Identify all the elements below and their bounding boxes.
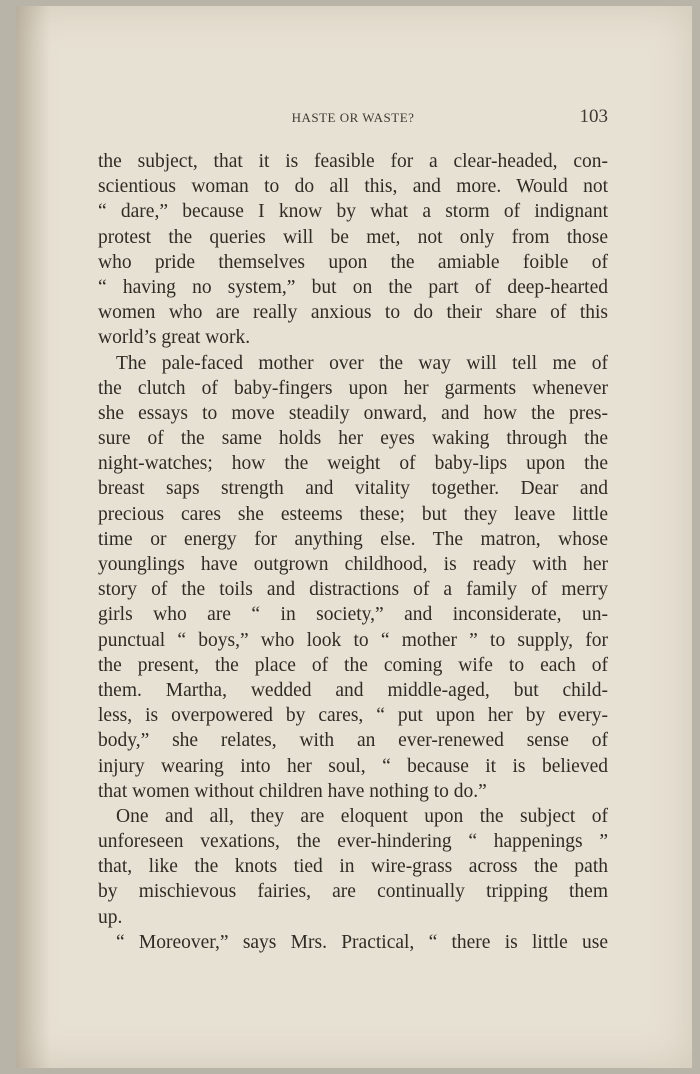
text-line: story of the toils and distractions of a family of merry	[98, 579, 608, 601]
text-line: women who are really anxious to do their share of this	[98, 302, 608, 324]
text-line: body,” she relates, with an ever-renewed sense of	[98, 730, 608, 752]
page-gutter-shadow	[16, 6, 50, 1068]
text-line: world’s great work.	[98, 327, 251, 349]
text-line: sure of the same holds her eyes waking through the	[98, 428, 608, 450]
text-line: the subject, that it is feasible for a clear-headed, con-	[98, 151, 608, 172]
text-line: up.	[98, 906, 123, 928]
text-line: by mischievous fairies, are continually tripping them	[98, 881, 608, 903]
text-line: “ having no system,” but on the part of deep-hearted	[98, 276, 608, 298]
text-line: she essays to move steadily onward, and how the pres-	[98, 402, 608, 424]
text-line: injury wearing into her soul, “ because it is believed	[98, 755, 608, 777]
running-title: HASTE OR WASTE?	[291, 110, 415, 125]
page-header	[98, 106, 608, 130]
text-line: younglings have outgrown childhood, is ready with her	[98, 554, 608, 575]
text-line: that, like the knots tied in wire-grass across the path	[98, 856, 608, 878]
text-line: breast saps strength and vitality together. Dear and	[98, 478, 608, 500]
text-line: unforeseen vexations, the ever-hindering “ happenings ”	[98, 831, 608, 853]
text-line: girls who are “ in society,” and inconsiderate, un-	[98, 604, 608, 626]
text-line: that women without children have nothing to do.”	[98, 780, 487, 802]
text-line: them. Martha, wedded and middle-aged, but child-	[98, 679, 608, 701]
text-line: punctual “ boys,” who look to “ mother ” to supply, for	[98, 629, 608, 651]
text-line: “ dare,” because I know by what a storm of indignant	[98, 201, 608, 223]
text-line: who pride themselves upon the amiable foible of	[98, 251, 608, 273]
text-line: the clutch of baby-fingers upon her garments whenever	[98, 377, 608, 399]
text-line: scientious woman to do all this, and more. Would not	[98, 176, 608, 198]
book-page	[16, 6, 692, 1068]
text-line: the present, the place of the coming wife to each of	[98, 654, 608, 676]
text-line: time or energy for anything else. The matron, whose	[98, 528, 608, 550]
text-line: One and all, they are eloquent upon the subject of	[116, 805, 608, 827]
text-line: The pale-faced mother over the way will tell me of	[116, 352, 608, 374]
text-line: night-watches; how the weight of baby-lips upon the	[98, 453, 608, 475]
page-number: 103	[579, 106, 608, 127]
text-line: “ Moreover,” says Mrs. Practical, “ there is little use	[116, 931, 608, 953]
text-line: protest the queries will be met, not only from those	[98, 226, 608, 248]
text-line: precious cares she esteems these; but they leave little	[98, 503, 608, 525]
text-line: less, is overpowered by cares, “ put upon her by every-	[98, 705, 608, 727]
body-text	[98, 149, 608, 955]
